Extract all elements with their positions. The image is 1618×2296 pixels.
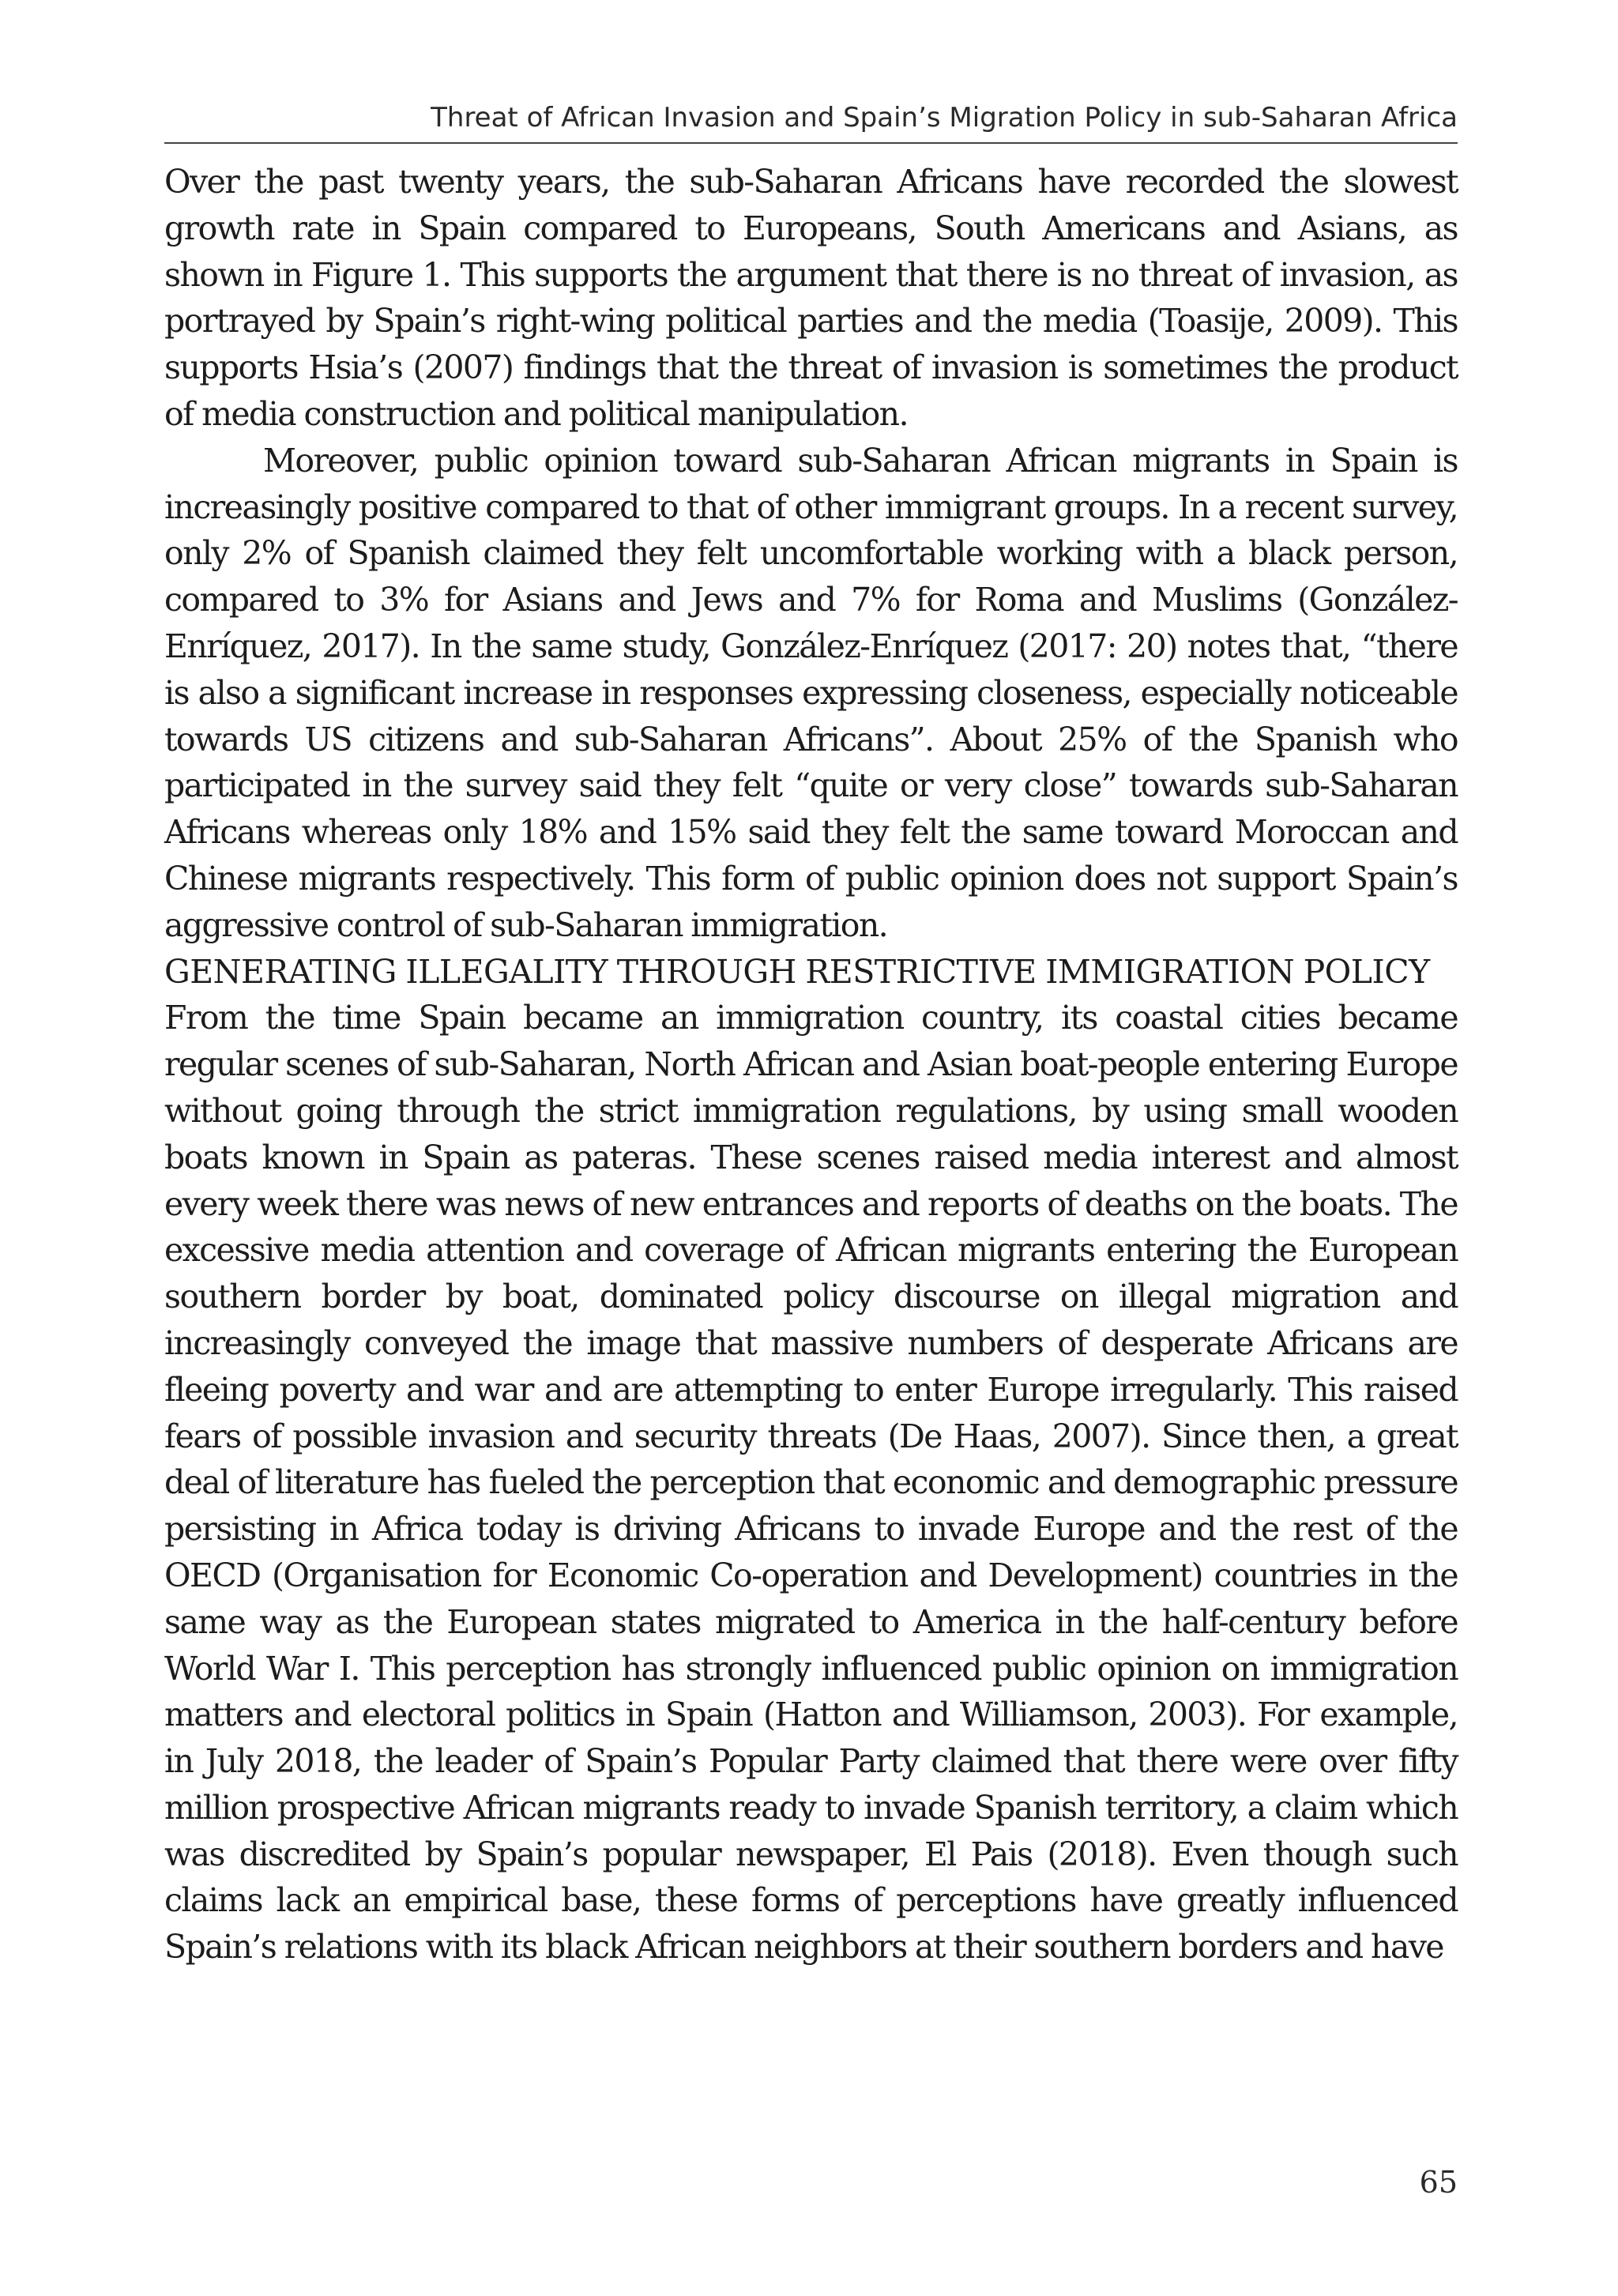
section-heading: GENERATING ILLEGALITY THROUGH RESTRICTIVE IMMIGRATION POLICY: [164, 952, 1430, 991]
header-rule: [164, 142, 1458, 144]
paragraph-immigration-country: From the time Spain became an immigration country, its coastal cities became regular scenes of sub-Saharan, North African and Asian boat-people entering Europe without going through the strict immigration regulations, by using small wooden boats known in Spain as pateras. These scenes raised media interest and almost every week there was news of new entrances and reports of deaths on the boats. The excessive media attention and coverage of African migrants entering the European southern border by boat, dominated policy discourse on illegal migration and increasingly conveyed the image that massive numbers of desperate Africans are fleeing poverty and war and are attempting to enter Europe irregularly. This raised fears of possible invasion and security threats (De Haas, 2007). Since then, a great deal of literature has fueled the perception that economic and demographic pressure persisting in Africa today is driving Africans to invade Europe and the rest of the OECD (Organisation for Economic Co-operation and Development) countries in the same way as the European states migrated to America in the half-century before World War I. This perception has strongly influenced public opinion on immigration matters and electoral politics in Spain (Hatton and Williamson, 2003). For example, in July 2018, the leader of Spain’s Popular Party claimed that there were over fifty million prospective African migrants ready to invade Spanish territory, a claim which was discredited by Spain’s popular newspaper, El Pais (2018). Even though such claims lack an empirical base, these forms of perceptions have greatly influenced Spain’s relations with its black African neighbors at their southern borders and have: [164, 999, 1458, 1967]
page-number: 65: [1419, 2165, 1458, 2200]
body-text: [164, 159, 1458, 1970]
paragraph-public-opinion: Moreover, public opinion toward sub-Saharan African migrants in Spain is increasingly positive compared to that of other immigrant groups. In a recent survey, only 2% of Spanish claimed they felt uncomfortable working with a black person, compared to 3% for Asians and Jews and 7% for Roma and Muslims (González-Enríquez, 2017). In the same study, González-Enríquez (2017: 20) notes that, “there is also a significant increase in responses expressing closeness, especially noticeable towards US citizens and sub-Saharan Africans”. About 25% of the Spanish who participated in the survey said they felt “quite or very close” towards sub-Saharan Africans whereas only 18% and 15% said they felt the same toward Moroccan and Chinese migrants respectively. This form of public opinion does not support Spain’s aggressive control of sub-Saharan immigration.: [164, 441, 1458, 944]
paragraph-growth-rate: Over the past twenty years, the sub-Saharan Africans have recorded the slowest growth rate in Spain compared to Europeans, South Americans and Asians, as shown in Figure 1. This supports the argument that there is no threat of invasion, as portrayed by Spain’s right-wing political parties and the media (Toasije, 2009). This supports Hsia’s (2007) findings that the threat of invasion is sometimes the product of media construction and political manipulation.: [164, 163, 1458, 433]
running-header: Threat of African Invasion and Spain’s Migration Policy in sub-Saharan Africa: [431, 102, 1458, 134]
